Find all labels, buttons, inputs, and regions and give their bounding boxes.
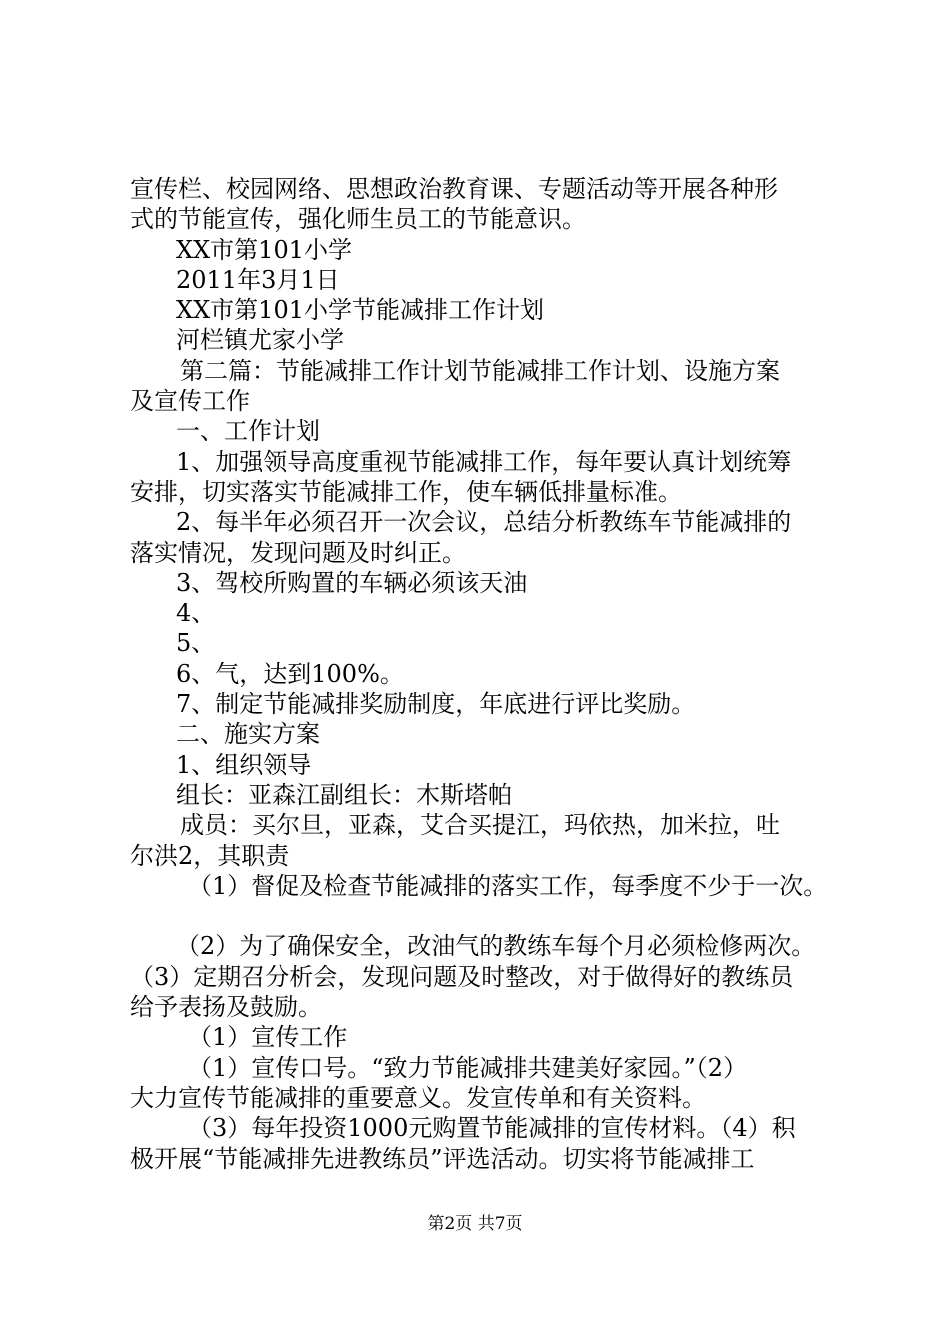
text-line: 落实情况，发现问题及时纠正。	[130, 538, 466, 567]
text-line: 河栏镇尤家小学	[176, 326, 344, 355]
text-line: （3）定期召分析会，发现问题及时整改，对于做得好的教练员	[130, 962, 794, 991]
text-line: 一、工作计划	[176, 417, 320, 446]
text-line: 6、气，达到100%。	[176, 659, 404, 688]
text-line: （1）宣传口号。“致力节能减排共建美好家园。”（2）	[188, 1053, 748, 1082]
blank-line	[130, 901, 840, 931]
text-line: （1）宣传工作	[188, 1023, 348, 1052]
text-line: XX市第101小学节能减排工作计划	[176, 296, 544, 325]
document-body	[130, 174, 840, 1174]
text-line: 尔洪2，其职责	[130, 841, 290, 870]
text-line: （2）为了确保安全，改油气的教练车每个月必须检修两次。	[176, 932, 816, 961]
text-line: 第二篇：节能减排工作计划节能减排工作计划、设施方案	[180, 356, 780, 385]
text-line: 5、	[176, 629, 216, 658]
text-line: 4、	[176, 599, 216, 628]
text-line: 3、驾校所购置的车辆必须该天油	[176, 568, 528, 597]
text-line: XX市第101小学	[176, 235, 352, 264]
text-line: 1、加强领导高度重视节能减排工作，每年要认真计划统筹	[176, 447, 792, 476]
text-line: 1、组织领导	[176, 750, 312, 779]
text-line: 式的节能宣传，强化师生员工的节能意识。	[130, 205, 586, 234]
text-line: 组长：亚森江副组长：木斯塔帕	[176, 780, 512, 809]
text-line: 7、制定节能减排奖励制度，年底进行评比奖励。	[176, 690, 696, 719]
text-line: 成员：买尔旦，亚森，艾合买提江，玛依热，加米拉，吐	[180, 811, 780, 840]
text-line: 2011年3月1日	[176, 265, 340, 294]
page-number-footer: 第2页 共7页	[427, 1214, 523, 1234]
text-line: 宣传栏、校园网络、思想政治教育课、专题活动等开展各种形	[130, 175, 778, 203]
text-line: 2、每半年必须召开一次会议，总结分析教练车节能减排的	[176, 508, 792, 537]
text-line: （3）每年投资1000元购置节能减排的宣传材料。（4）积	[188, 1114, 796, 1143]
text-line: 及宣传工作	[130, 387, 250, 416]
text-line: （1）督促及检查节能减排的落实工作，每季度不少于一次。	[188, 871, 828, 900]
text-line: 极开展“节能减排先进教练员”评选活动。切实将节能减排工	[130, 1144, 755, 1173]
text-line: 给予表扬及鼓励。	[130, 993, 322, 1022]
text-line: 大力宣传节能减排的重要意义。发宣传单和有关资料。	[130, 1083, 706, 1112]
text-line: 二、施实方案	[176, 720, 320, 749]
text-line: 安排，切实落实节能减排工作，使车辆低排量标准。	[130, 477, 682, 506]
